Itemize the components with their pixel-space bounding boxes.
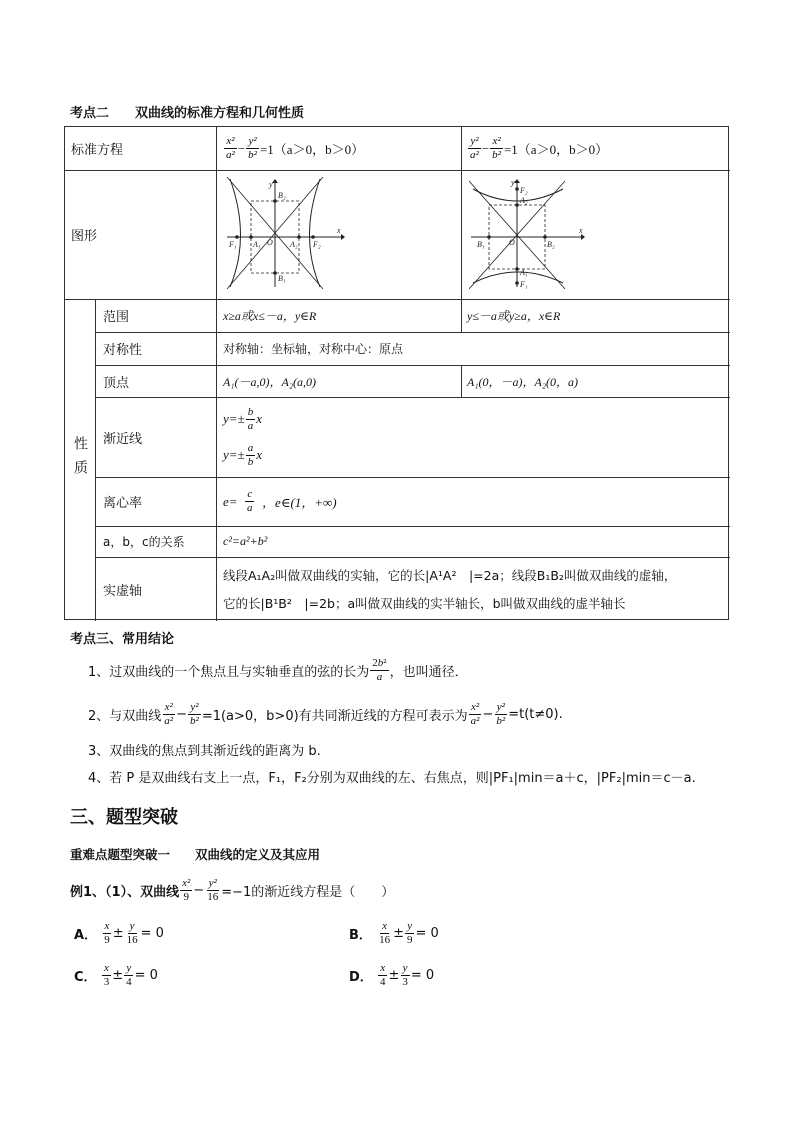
hyperbola-y-axis-figure (469, 177, 589, 289)
fig1-b1-label: B₁ (278, 274, 286, 283)
option-b[interactable]: B． $\frac{x}{16}$ ± $\frac{y}{9}$ = 0 (349, 919, 439, 946)
conclusion-4: 4、若 P 是双曲线右支上一点，F₁，F₂分别为双曲线的左、右焦点，则|PF₁|min＝a＋c，|PF₂|min＝c－a. (88, 771, 696, 786)
std-eq-2: $\frac{\text{y²}}{\text{a²}}$ − $\frac{\text{x²}}{\text{b²}}$ =1（a＞0，b＞0） (470, 135, 609, 161)
asymptote-label: 渐近线 (103, 431, 143, 447)
eccentricity-value: e= $\frac{c}{a}$ ，e∈(1，+∞) (223, 488, 337, 514)
part-heading-3: 三、题型突破 (70, 807, 178, 828)
axis-line-1: 线段A₁A₂叫做双曲线的实轴，它的长|A¹A² |=2a；线段B₁B₂叫做双曲线的虚轴， (223, 568, 677, 583)
vertex-2: A₁(0，－a)，A₂(0，a) (467, 374, 578, 389)
fig1-f1-label: F₁ (229, 240, 237, 249)
figure-label: 图形 (71, 229, 98, 244)
properties-table (64, 126, 729, 620)
fig2-f2-label: F₂ (520, 186, 528, 195)
vertex-label: 顶点 (103, 375, 130, 391)
fig2-b2-label: B₂ (547, 240, 555, 249)
range-label: 范围 (103, 310, 130, 325)
fig2-a2-label: A₂ (520, 196, 528, 205)
std-eq-2-suffix: =1（a＞0，b＞0） (503, 142, 609, 157)
fig2-x-label: x (579, 226, 583, 235)
fig1-x-label: x (337, 226, 341, 235)
conclusion-1: 1、过双曲线的一个焦点且与实轴垂直的弦的长为 $\frac{\text{2b²}}{a}$ ，也叫通径． (88, 656, 468, 683)
symmetry-label: 对称性 (103, 343, 143, 358)
conclusion-2: 2、与双曲线 $\frac{\text{x²}}{\text{a²}}$ − $\frac{\text{y²}}{\text{b²}}$ =1(a>0，b>0)有共同渐近线的方程可表示为 $\frac{\text{x²}}{\text{a²}}$ − $\frac{\text{y²}}{\text{b²}}$ =t(t≠0). (88, 700, 563, 727)
range-1: x≥a或x≤－a，y∈R (223, 309, 317, 323)
fig2-a1-label: A₁ (520, 268, 528, 277)
std-eq-1: $\frac{\text{x²}}{\text{a²}}$ − $\frac{\text{y²}}{\text{b²}}$ =1（a＞0，b＞0） (226, 135, 365, 161)
option-c[interactable]: C． $\frac{x}{3}$ ± $\frac{y}{4}$ = 0 (74, 961, 158, 988)
fig2-f1-label: F₁ (520, 280, 528, 289)
asymptote-1: y=± $\frac{b}{a}$ x (223, 405, 262, 432)
std-eq-1-suffix: =1（a＞0，b＞0） (259, 142, 365, 157)
relation-label: a，b，c的关系 (103, 535, 185, 549)
fig2-b1-label: B₁ (477, 240, 485, 249)
hyperbola-x-axis-figure (225, 177, 345, 289)
fig1-f2-label: F₂ (313, 240, 321, 249)
conclusion-3: 3、双曲线的焦点到其渐近线的距离为 b. (88, 744, 321, 759)
std-eq-label: 标准方程 (71, 143, 124, 158)
fig2-y-label: y (511, 178, 515, 187)
focus-heading-1: 重难点题型突破一 双曲线的定义及其应用 (70, 847, 321, 862)
option-a[interactable]: A． $\frac{x}{9}$ ± $\frac{y}{16}$ = 0 (74, 919, 164, 946)
fig1-origin-label: O (267, 238, 273, 247)
nature-label: 性质 (72, 436, 88, 484)
range-2: y≤－a或y≥a，x∈R (467, 309, 561, 323)
fig1-b2-label: B₂ (278, 191, 286, 200)
vertex-1: A₁(－a,0)，A₂(a,0) (223, 374, 316, 389)
relation-value: c²=a²+b² (223, 534, 268, 548)
axis-label: 实虚轴 (103, 583, 143, 599)
eccentricity-label: 离心率 (103, 496, 143, 511)
section-heading-3: 考点三、常用结论 (70, 632, 175, 647)
fig1-a2-label: A₂ (290, 240, 298, 249)
axis-line-2: 它的长|B¹B² |=2b；a叫做双曲线的实半轴长，b叫做双曲线的虚半轴长 (223, 596, 626, 611)
symmetry-value: 对称轴：坐标轴，对称中心：原点 (223, 342, 404, 356)
option-d[interactable]: D． $\frac{x}{4}$ ± $\frac{y}{3}$ = 0 (349, 961, 435, 988)
fig1-a1-label: A₁ (253, 240, 261, 249)
section-heading-2: 考点二 双曲线的标准方程和几何性质 (70, 106, 305, 121)
fig2-origin-label: O (509, 238, 515, 247)
fig1-y-label: y (269, 180, 273, 189)
asymptote-2: y=± $\frac{a}{b}$ x (223, 441, 262, 468)
example-1-question: 例1、（1）、双曲线 $\frac{\text{x²}}{9}$ − $\frac{\text{y²}}{16}$ =−1的渐近线方程是（ ） (70, 876, 395, 903)
